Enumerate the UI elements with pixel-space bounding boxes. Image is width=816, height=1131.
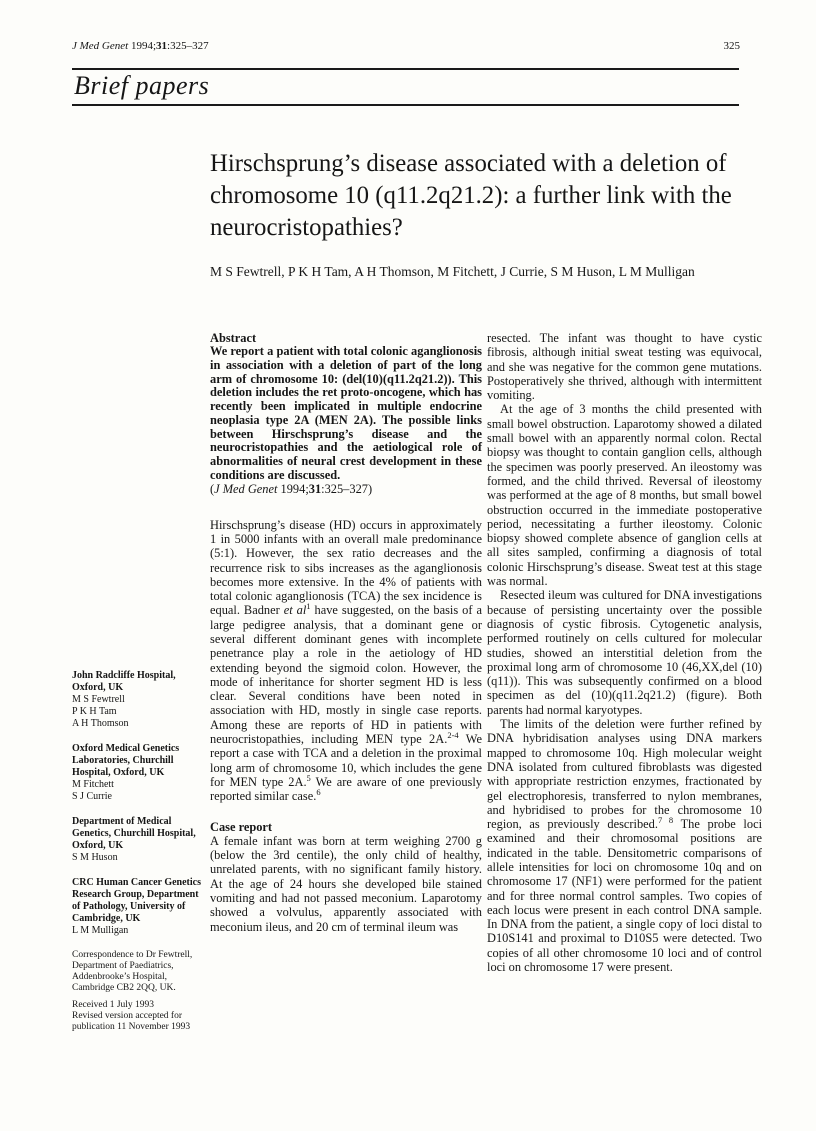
reference-superscript: 6 — [316, 787, 321, 798]
article-title: Hirschsprung’s disease associated with a deletion of chromosome 10 (q11.2q21.2): a further link with the neurocristopathies? — [210, 150, 732, 241]
section-label: Brief papers — [74, 71, 210, 100]
case-report-paragraph: A female infant was born at term weighing 2700 g (below the 3rd centile), the only child of healthy, unrelated parents, with no significant family history. At the age of 24 hours she developed bile stained vomiting and had not passed meconium. Laparotomy showed a volvulus, apparently associated with meconium ileus, and 20 cm of terminal ileum was — [210, 833, 482, 934]
page-number: 325 — [723, 40, 740, 52]
affiliation-name: S M Huson — [72, 852, 118, 863]
citation-pages: :325–327) — [321, 482, 373, 497]
journal-name: J Med Genet — [72, 40, 129, 52]
affiliation-group — [72, 816, 204, 864]
intro-text: have suggested, on the basis of a large pedigree analysis, that a dominant gene or several different dominant genes with incomplete penetrance play a role in the aetiology of HD extending beyond the sigmoid colon. However, the mode of inheritance for shorter segment HD is less clear. Several conditions have been noted in association with HD, mostly in single case reports. Among these are reports of HD in patients with neurocristopathies, including MEN type 2A. — [210, 603, 482, 747]
journal-citation — [72, 40, 209, 52]
citation-volume: 31 — [308, 482, 322, 497]
body-paragraph: At the age of 3 months the child presented with small bowel obstruction. Laparotomy showed a dilated small bowel with an apparently normal colon. Rectal biopsy was thought to contain ganglion cells, although the specimen was poorly preserved. An ileostomy was formed, and the child thrived. Reversal of ileostomy was performed at the age of 8 months, but small bowel obstruction occurred in the immediate postoperative period, necessitating a further ileostomy. Colonic biopsy showed complete absence of ganglion cells at all sites sampled, confirming a diagnosis of total colonic Hirschsprung’s disease. Sweat test at this stage was normal. — [487, 402, 762, 589]
journal-name: J Med Genet — [214, 482, 278, 497]
affiliation-group — [72, 743, 204, 803]
body-paragraph — [487, 717, 762, 974]
case-report-heading: Case report — [210, 819, 273, 834]
body-text: The probe loci examined and their chromosomal positions are indicated in the table. Densitometric comparisons of allele intensities for loci on chromosome 10q and on chromosome 17 (NF1) were performed for the patient and for three normal control samples. Two copies of each locus were present in each control DNA sample. In DNA from the patient, a single copy of loci distal to D10S141 and proximal to D10S5 were detected. Two copies of all other chromosome 10 loci and of control loci on chromosome 17 were present. — [487, 817, 763, 975]
right-text-column — [487, 331, 762, 974]
affiliation-institution: CRC Human Cancer Genetics Research Group, Department of Pathology, University of Cambridge, UK — [72, 877, 201, 924]
affiliation-name: S J Currie — [72, 791, 112, 802]
affiliation-name: M Fitchett — [72, 779, 114, 790]
affiliation-institution: Department of Medical Genetics, Churchill Hospital, Oxford, UK — [72, 816, 196, 851]
received-date: Received 1 July 1993 — [72, 1000, 155, 1010]
intro-paragraph — [210, 518, 482, 804]
reference-superscript: 2-4 — [447, 729, 459, 740]
abstract-citation — [210, 482, 482, 496]
reference-superscript: 1 — [306, 601, 311, 612]
intro-text: We report a case with TCA and a deletion in the proximal long arm of chromosome 10, which includes the gene for MEN type 2A. — [210, 732, 482, 789]
affiliation-group — [72, 877, 204, 937]
correspondence-note: Correspondence to Dr Fewtrell, Department of Paediatrics, Addenbrooke’s Hospital, Cambridge CB2 2QQ, UK. — [72, 950, 193, 993]
affiliation-institution: John Radcliffe Hospital, Oxford, UK — [72, 670, 176, 693]
accepted-date: Revised version accepted for publication 11 November 1993 — [72, 1011, 191, 1032]
citation-year: 1994; — [128, 40, 157, 52]
citation-volume: 31 — [156, 40, 168, 52]
section-rule — [72, 104, 739, 106]
title-block — [210, 148, 762, 281]
abstract-heading: Abstract — [210, 331, 257, 345]
affiliation-name: L M Mulligan — [72, 925, 129, 936]
citation-year: 1994; — [277, 482, 309, 497]
affiliation-name: M S Fewtrell — [72, 694, 125, 705]
left-text-column — [210, 331, 482, 934]
reference-superscript: 5 — [306, 772, 311, 783]
body-text: The limits of the deletion were further refined by DNA hybridisation analyses using DNA markers mapped to chromosome 10q. High molecular weight DNA isolated from cultured fibroblasts was digested with appropriate restriction enzymes, fractionated by gel electrophoresis, transferred to nylon membranes, and hybridised to probes for the chromosome 10 region, as previously described. — [487, 717, 762, 832]
running-head — [72, 40, 740, 52]
affiliation-name: A H Thomson — [72, 718, 129, 729]
affiliation-group — [72, 670, 204, 730]
affiliation-name: P K H Tam — [72, 706, 117, 717]
affiliation-institution: Oxford Medical Genetics Laboratories, Churchill Hospital, Oxford, UK — [72, 743, 180, 778]
et-al-italic: et al — [283, 603, 307, 618]
top-rule — [72, 68, 739, 70]
affiliation-sidebar — [72, 670, 204, 1033]
intro-text: We are aware of one previously reported similar case. — [210, 774, 482, 804]
abstract-body: We report a patient with total colonic aganglionosis in association with a deletion of part of the long arm of chromosome 10: (del(10)(q11.2q21.2)). This deletion includes the ret proto-oncogene, which has recently been implicated in multiple endocrine neoplasia type 2A (MEN 2A). The possible links between Hirschsprung’s disease and the neurocristopathies and the aetiological role of abnormalities of neural crest development in these conditions are discussed. — [210, 344, 482, 482]
intro-text: Hirschsprung’s disease (HD) occurs in approximately 1 in 5000 infants with an overall male predominance (5:1). However, the sex ratio decreases and the recurrence risk to sibs increases as the aganglionosis becomes more extensive. In the 4% of patients with total colonic aganglionosis (TCA) the sex incidence is equal. Badner — [210, 517, 482, 618]
citation-open: ( — [210, 482, 215, 497]
reference-superscript: 7 8 — [657, 814, 674, 825]
citation-pages: :325–327 — [167, 40, 209, 52]
body-paragraph: resected. The infant was thought to have cystic fibrosis, although initial sweat testing was equivocal, and she was negative for the common gene mutations. Postoperatively she thrived, although with intermittent vomiting. — [487, 331, 762, 403]
body-paragraph: Resected ileum was cultured for DNA investigations because of persisting uncertainty over the possible diagnosis of cystic fibrosis. Cytogenetic analysis, performed routinely on cells cultured for molecular studies, showed an interstitial deletion from the proximal long arm of chromosome 10 (46,XX,del (10)(q11)). This was subsequently confirmed on a blood specimen as del (10)(q11.2q21.2) (figure). Both parents had normal karyotypes. — [487, 588, 762, 717]
author-list: M S Fewtrell, P K H Tam, A H Thomson, M Fitchett, J Currie, S M Huson, L M Mulligan — [210, 264, 695, 279]
